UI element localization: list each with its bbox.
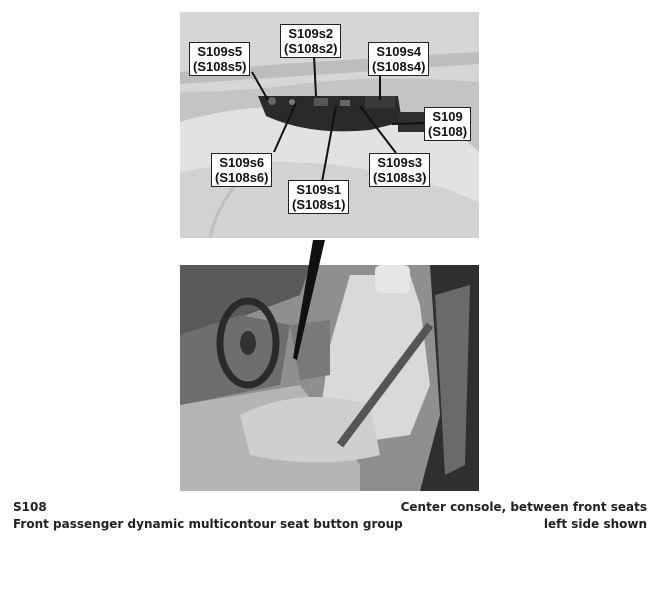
connector-pointer — [293, 240, 325, 360]
location-caption — [397, 499, 647, 533]
callout-s109s1: S109s1 (S108s1) — [288, 180, 349, 214]
callout-s109s4: S109s4 (S108s4) — [368, 42, 429, 76]
callout-s109s3: S109s3 (S108s3) — [369, 153, 430, 187]
callout-s109s5: S109s5 (S108s5) — [189, 42, 250, 76]
callout-s109s6: S109s6 (S108s6) — [211, 153, 272, 187]
location-note: left side shown — [543, 517, 647, 531]
component-location: Center console, between front seats — [400, 500, 647, 514]
component-caption — [13, 499, 408, 533]
component-code: S108 — [13, 500, 47, 514]
callout-s109s2: S109s2 (S108s2) — [280, 24, 341, 58]
callout-s109: S109 (S108) — [424, 107, 471, 141]
component-description: Front passenger dynamic multicontour seat button group — [13, 517, 403, 531]
